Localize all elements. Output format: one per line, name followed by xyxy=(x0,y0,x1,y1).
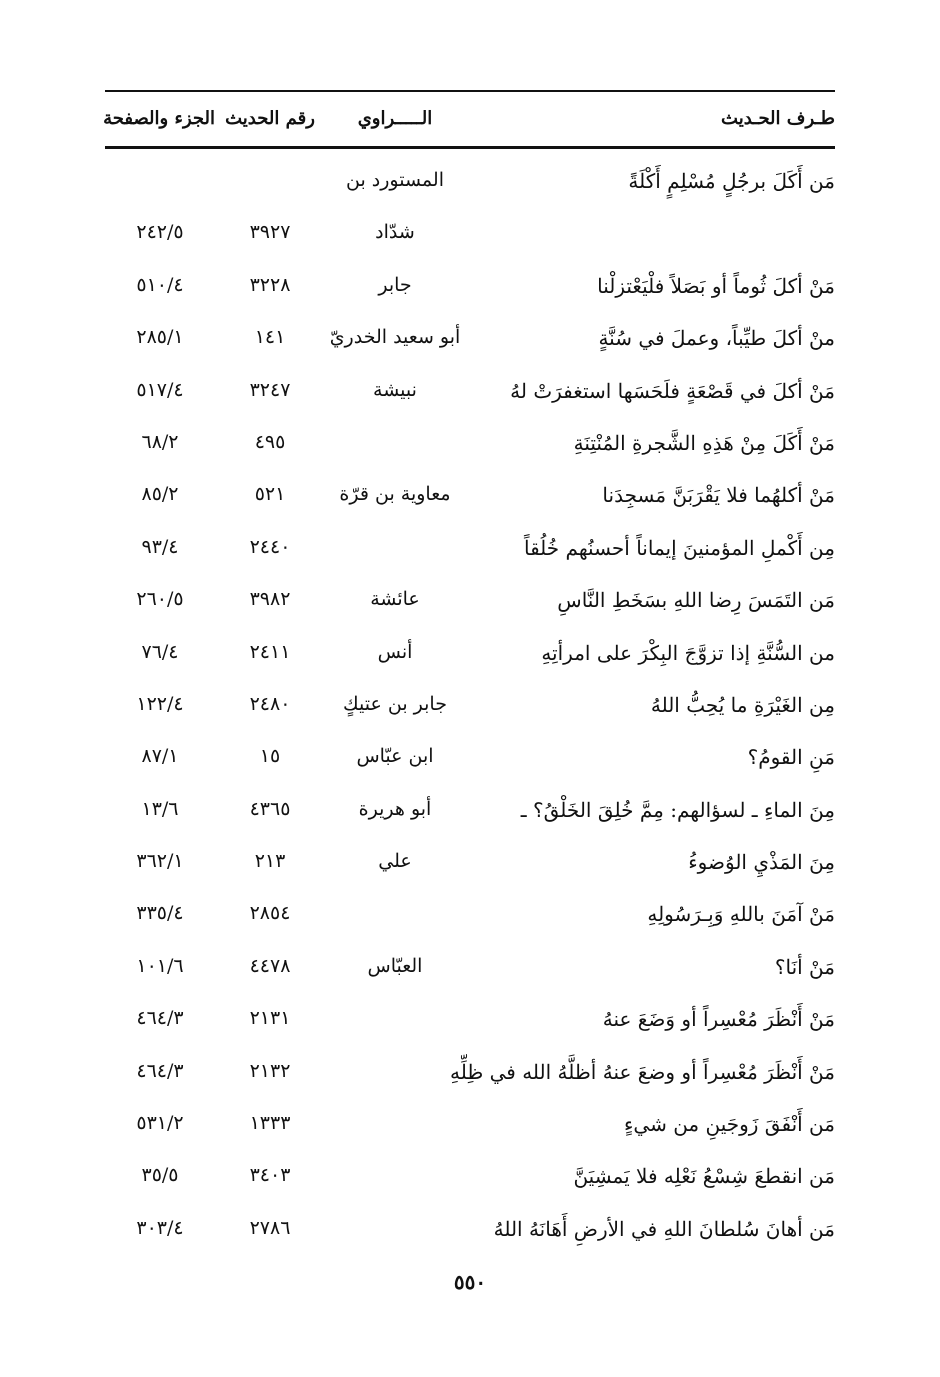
hadith-text: مَنْ أكلَ في قَصْعَةٍ فلَحَسَها استغفرَتْ لهُ xyxy=(510,378,835,403)
volume-page: ٣٦٢/١ xyxy=(136,850,184,873)
volume-page: ٥١٠/٤ xyxy=(136,273,184,296)
header-hadith: طـرف الحـديث xyxy=(721,108,835,129)
hadith-text: مَن التَمَسَ رِضا اللهِ بسَخَطِ النَّاسِ xyxy=(557,588,835,613)
hadith-text: مِنَ المَذْيِ الوُضوءُ xyxy=(688,850,835,875)
hadith-text: مَن أَكَلَ برجُلٍ مُسْلِمٍ أَكْلَةً xyxy=(628,169,835,193)
table-row xyxy=(105,784,835,836)
hadith-text: مَن انقطعَ شِسْعُ نَعْلِه فلا يَمشِيَنَّ xyxy=(573,1164,835,1189)
volume-page: ٩٣/٤ xyxy=(141,535,179,558)
table-row xyxy=(105,574,835,626)
table-row xyxy=(105,888,835,940)
hadith-number: ٣٢٤٧ xyxy=(249,378,291,401)
table-row xyxy=(105,365,835,417)
table-row xyxy=(105,627,835,679)
rawi-name: أبو هريرة xyxy=(358,797,432,820)
hadith-text: من السُّنَّةِ إذا تزوَّجَ البِكْرَ على امرأتِهِ xyxy=(541,640,835,665)
hadith-number: ١٣٣٣ xyxy=(249,1112,291,1135)
table-header xyxy=(105,100,835,140)
volume-page: ٦٨/٢ xyxy=(141,430,179,453)
hadith-text: مَنْ أنَا؟ xyxy=(774,954,835,979)
rawi-name: جابر بن عتيكٍ xyxy=(343,692,447,715)
volume-page: ٧٦/٤ xyxy=(141,640,179,663)
volume-page: ٣٠٣/٤ xyxy=(136,1216,184,1239)
rawi-name: جابر xyxy=(378,273,412,296)
rawi-name: علي xyxy=(378,850,412,873)
table-row xyxy=(105,312,835,364)
header-rule xyxy=(105,146,835,149)
volume-page: ١٠١/٦ xyxy=(136,954,184,977)
top-rule xyxy=(105,90,835,92)
hadith-text: مِن أَكْملِ المؤمنينَ إيماناً أحسنُهم خُلُقاً xyxy=(523,535,835,560)
volume-page: ٥١٧/٤ xyxy=(136,378,184,401)
hadith-text: مَنْ أكلهُما فلا يَقْرَبَنَّ مَسجِدَنا xyxy=(602,483,835,508)
hadith-number: ٣٩٢٧ xyxy=(249,221,291,244)
hadith-number: ٤٤٧٨ xyxy=(249,954,291,977)
volume-page: ٣٥/٥ xyxy=(141,1164,179,1187)
hadith-text: مَن أَنْفَقَ زَوجَينِ من شيءٍ xyxy=(624,1112,835,1137)
hadith-text: مَنْ آمَنَ باللهِ وَبِـرَسُولِهِ xyxy=(647,902,835,927)
table-row xyxy=(105,1150,835,1202)
hadith-number: ٥٢١ xyxy=(254,483,286,506)
hadith-text: مِنَ الماءِ ـ لسؤالهم: مِمَّ خُلِقَ الخَلْقُ؟ ـ xyxy=(520,797,835,822)
table-row xyxy=(105,836,835,888)
table-row xyxy=(105,941,835,993)
table-row xyxy=(105,731,835,783)
rawi-name: شدّاد xyxy=(375,221,415,244)
header-number: رقم الحديث xyxy=(225,108,315,129)
rawi-name: عائشة xyxy=(370,588,420,611)
volume-page: ٣٣٥/٤ xyxy=(136,902,184,925)
hadith-number: ٣٤٠٣ xyxy=(249,1164,291,1187)
hadith-number: ٤٣٦٥ xyxy=(249,797,291,820)
header-ref: الجزء والصفحة xyxy=(103,108,215,129)
hadith-number: ٣٩٨٢ xyxy=(249,588,291,611)
volume-page: ٢٦٠/٥ xyxy=(136,588,184,611)
table-row xyxy=(105,993,835,1045)
hadith-number: ٢٤٨٠ xyxy=(249,692,291,715)
volume-page: ٨٧/١ xyxy=(141,745,179,768)
hadith-text: مَنْ أَنْظَرَ مُعْسِراً أو وضعَ عنهُ أظلَّهُ الله في ظِلِّهِ xyxy=(449,1059,835,1084)
page-number: ٥٥٠ xyxy=(453,1270,487,1294)
hadith-text: منْ أكلَ طيِّباً، وعملَ في سُنَّةٍ xyxy=(598,326,835,351)
hadith-number: ٢١٣١ xyxy=(249,1007,291,1030)
hadith-text: مَن أهانَ سُلطانَ اللهِ في الأرضِ أَهَانَهُ اللهُ xyxy=(493,1216,835,1241)
hadith-number: ٢٤٤٠ xyxy=(249,535,291,558)
table-row xyxy=(105,522,835,574)
table-row xyxy=(105,1203,835,1255)
rawi-name: أبو سعيد الخدريّ xyxy=(329,326,461,349)
rawi-name: أنس xyxy=(377,640,413,663)
volume-page: ٥٣١/٢ xyxy=(136,1112,184,1135)
hadith-number: ٢١٣ xyxy=(254,850,286,873)
hadith-number: ٢٤١١ xyxy=(249,640,291,663)
rawi-name: المستورد بن xyxy=(346,169,444,191)
table-row xyxy=(105,417,835,469)
hadith-text: مَنْ أكلَ ثُوماً أو بَصَلاً فلْيَعْتزلْنا xyxy=(597,273,835,298)
volume-page: ١٣/٦ xyxy=(141,797,179,820)
hadith-number: ٢٧٨٦ xyxy=(249,1216,291,1239)
rawi-name: معاوية بن قرّة xyxy=(339,483,451,506)
rawi-name: العبّاس xyxy=(367,954,423,977)
hadith-number: ٢١٣٢ xyxy=(249,1059,291,1082)
volume-page: ٤٦٤/٣ xyxy=(136,1059,184,1082)
hadith-number: ١٥ xyxy=(259,745,281,768)
hadith-text: مِن الغَيْرَةِ ما يُحِبُّ اللهُ xyxy=(650,692,835,717)
hadith-text: مَنِ القومُ؟ xyxy=(747,745,835,770)
hadith-number: ٤٩٥ xyxy=(254,430,286,453)
table-row xyxy=(105,1098,835,1150)
hadith-text: مَنْ أَكَلَ مِنْ هَذِهِ الشَّجرةِ المُنْتِنَةِ xyxy=(573,430,835,455)
volume-page: ٤٦٤/٣ xyxy=(136,1007,184,1030)
table-row xyxy=(105,155,835,207)
volume-page: ٢٨٥/١ xyxy=(136,326,184,349)
rawi-name: نبيشة xyxy=(373,378,417,401)
volume-page: ٢٤٢/٥ xyxy=(136,221,184,244)
hadith-text: مَنْ أَنْظَرَ مُعْسِراً أو وَضَعَ عنهُ xyxy=(602,1007,835,1032)
table-row xyxy=(105,1046,835,1098)
volume-page: ٨٥/٢ xyxy=(141,483,179,506)
table-body xyxy=(105,155,835,1255)
table-row xyxy=(105,260,835,312)
hadith-number: ١٤١ xyxy=(254,326,286,349)
table-row xyxy=(105,207,835,259)
rawi-name: ابن عبّاس xyxy=(356,745,434,768)
header-rawi: الـــــراوي xyxy=(357,108,433,129)
volume-page: ١٢٢/٤ xyxy=(136,692,184,715)
hadith-number: ٢٨٥٤ xyxy=(249,902,291,925)
table-row xyxy=(105,469,835,521)
table-row xyxy=(105,679,835,731)
hadith-number: ٣٢٢٨ xyxy=(249,273,291,296)
